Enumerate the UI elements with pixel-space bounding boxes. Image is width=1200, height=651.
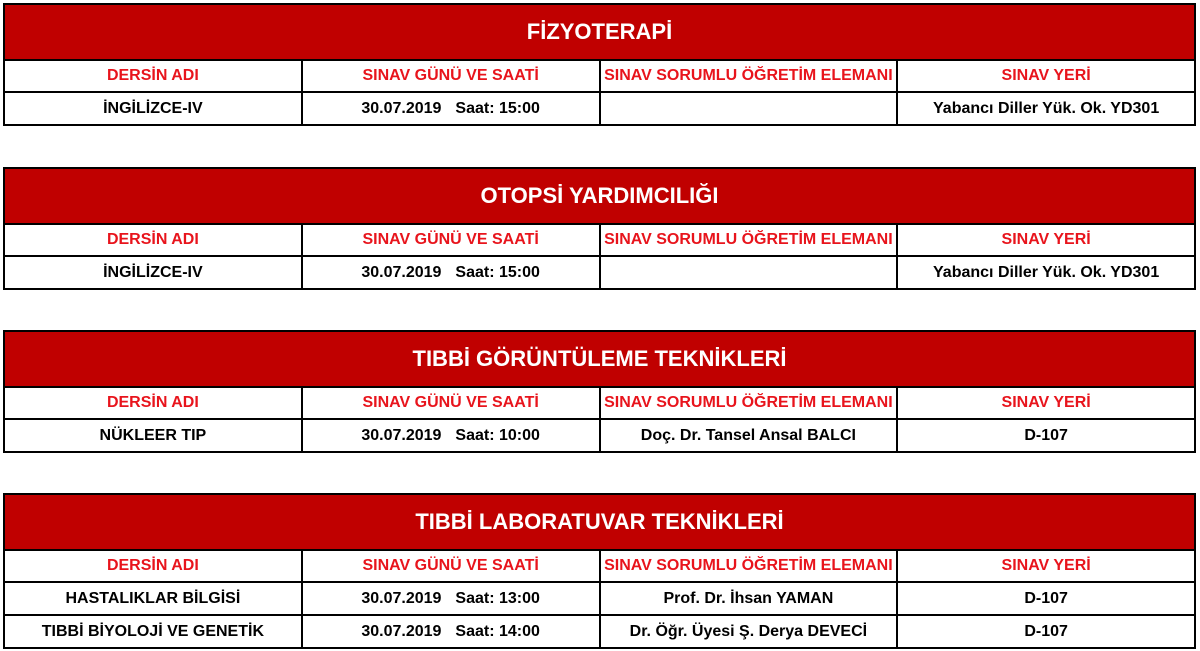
place-cell: D-107 [897, 582, 1195, 615]
place-cell: Yabancı Diller Yük. Ok. YD301 [897, 92, 1195, 125]
section-tibbi-laboratuvar [3, 493, 1196, 649]
course-cell: HASTALIKLAR BİLGİSİ [4, 582, 302, 615]
place-cell: D-107 [897, 419, 1195, 452]
column-header-course: DERSİN ADI [4, 550, 302, 582]
datetime-cell [302, 582, 600, 615]
place-cell: Yabancı Diller Yük. Ok. YD301 [897, 256, 1195, 289]
exam-table [3, 3, 1196, 126]
date-text: 30.07.2019 [361, 622, 442, 640]
column-header-place: SINAV YERİ [897, 387, 1195, 419]
column-header-datetime: SINAV GÜNÜ VE SAATİ [302, 60, 600, 92]
column-header-course: DERSİN ADI [4, 387, 302, 419]
section-title: TIBBİ GÖRÜNTÜLEME TEKNİKLERİ [4, 331, 1195, 387]
place-cell: D-107 [897, 615, 1195, 648]
section-fizyoterapi [3, 3, 1196, 126]
column-header-place: SINAV YERİ [897, 224, 1195, 256]
date-text: 30.07.2019 [361, 589, 442, 607]
column-header-instructor: SINAV SORUMLU ÖĞRETİM ELEMANI [600, 387, 898, 419]
table-row [4, 92, 1195, 125]
section-title: TIBBİ LABORATUVAR TEKNİKLERİ [4, 494, 1195, 550]
date-text: 30.07.2019 [361, 263, 442, 281]
section-title: OTOPSİ YARDIMCILIĞI [4, 168, 1195, 224]
course-cell: NÜKLEER TIP [4, 419, 302, 452]
datetime-cell [302, 92, 600, 125]
column-header-datetime: SINAV GÜNÜ VE SAATİ [302, 224, 600, 256]
course-cell: TIBBİ BİYOLOJİ VE GENETİK [4, 615, 302, 648]
course-cell: İNGİLİZCE-IV [4, 92, 302, 125]
instructor-cell [600, 92, 898, 125]
column-header-datetime: SINAV GÜNÜ VE SAATİ [302, 387, 600, 419]
time-text: Saat: 13:00 [455, 589, 540, 607]
datetime-cell [302, 615, 600, 648]
table-row [4, 615, 1195, 648]
exam-table [3, 330, 1196, 453]
column-header-instructor: SINAV SORUMLU ÖĞRETİM ELEMANI [600, 224, 898, 256]
exam-table [3, 167, 1196, 290]
datetime-cell [302, 419, 600, 452]
column-header-course: DERSİN ADI [4, 224, 302, 256]
section-tibbi-goruntuleme [3, 330, 1196, 453]
column-header-course: DERSİN ADI [4, 60, 302, 92]
datetime-cell [302, 256, 600, 289]
column-header-datetime: SINAV GÜNÜ VE SAATİ [302, 550, 600, 582]
column-header-place: SINAV YERİ [897, 550, 1195, 582]
column-header-instructor: SINAV SORUMLU ÖĞRETİM ELEMANI [600, 550, 898, 582]
section-otopsi-yardimciligi [3, 167, 1196, 290]
table-row [4, 419, 1195, 452]
exam-table [3, 493, 1196, 649]
instructor-cell [600, 256, 898, 289]
section-title: FİZYOTERAPİ [4, 4, 1195, 60]
instructor-cell: Dr. Öğr. Üyesi Ş. Derya DEVECİ [600, 615, 898, 648]
instructor-cell: Doç. Dr. Tansel Ansal BALCI [600, 419, 898, 452]
time-text: Saat: 14:00 [455, 622, 540, 640]
date-text: 30.07.2019 [361, 99, 442, 117]
course-cell: İNGİLİZCE-IV [4, 256, 302, 289]
instructor-cell: Prof. Dr. İhsan YAMAN [600, 582, 898, 615]
time-text: Saat: 10:00 [455, 426, 540, 444]
time-text: Saat: 15:00 [455, 99, 540, 117]
time-text: Saat: 15:00 [455, 263, 540, 281]
date-text: 30.07.2019 [361, 426, 442, 444]
column-header-instructor: SINAV SORUMLU ÖĞRETİM ELEMANI [600, 60, 898, 92]
table-row [4, 582, 1195, 615]
table-row [4, 256, 1195, 289]
column-header-place: SINAV YERİ [897, 60, 1195, 92]
